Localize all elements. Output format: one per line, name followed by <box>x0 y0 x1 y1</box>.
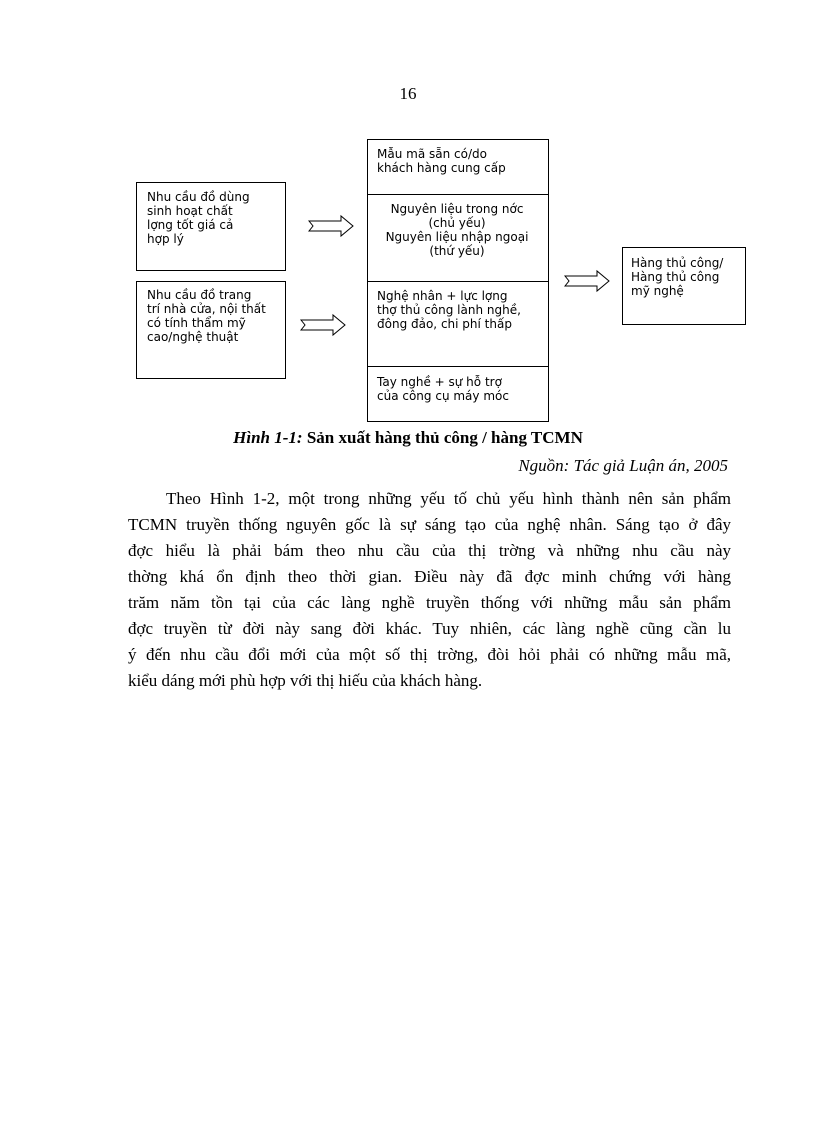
center-box-skills-text: Tay nghề + sự hỗ trợ của công cụ máy móc <box>377 375 509 403</box>
figure-caption <box>0 428 816 448</box>
right-box-handicraft-text: Hàng thủ công/ Hàng thủ công mỹ nghệ <box>631 256 724 298</box>
paragraph-line: thờng khá ổn định theo thời gian. Điều này đã đợc minh chứng với hàng <box>128 567 731 586</box>
center-box-materials-text: Nguyên liệu trong nớc (chủ yếu) Nguyên liệu nhập ngoại (thứ yếu) <box>385 202 529 258</box>
left-box-decor-needs <box>136 281 286 379</box>
center-box-skills <box>367 366 549 422</box>
arrow-top-right-icon <box>308 214 354 238</box>
paragraph-line: TCMN truyền thống nguyên gốc là sự sáng tạo của nghệ nhân. Sáng tạo ở đây <box>128 515 731 534</box>
arrow-output-right-icon <box>564 269 610 293</box>
center-box-samples <box>367 139 549 195</box>
body-paragraph <box>128 486 731 694</box>
figure-title: Sản xuất hàng thủ công / hàng TCMN <box>302 428 583 447</box>
paragraph-line: đợc truyền từ đời này sang đời khác. Tuy nhiên, các làng nghề cũng cần lu <box>128 619 731 638</box>
left-box-decor-needs-text: Nhu cầu đồ trang trí nhà cửa, nội thất có tính thẩm mỹ cao/nghệ thuật <box>147 288 266 344</box>
left-box-household-needs-text: Nhu cầu đồ dùng sinh hoạt chất lợng tốt giá cả hợp lý <box>147 190 250 246</box>
paragraph-line: Theo Hình 1-2, một trong những yếu tố chủ yếu hình thành nên sản phẩm <box>166 489 731 508</box>
center-box-artisans-text: Nghệ nhân + lực lợng thợ thủ công lành nghề, đông đảo, chi phí thấp <box>377 289 521 331</box>
arrow-bottom-right-icon <box>300 313 346 337</box>
figure-source: Nguồn: Tác giả Luận án, 2005 <box>518 456 728 475</box>
paragraph-line: kiểu dáng mới phù hợp với thị hiếu của khách hàng. <box>128 671 483 690</box>
center-box-materials <box>367 194 549 282</box>
right-box-handicraft <box>622 247 746 325</box>
page-number: 16 <box>399 84 417 103</box>
left-box-household-needs <box>136 182 286 271</box>
paragraph-line: đợc hiểu là phải bám theo nhu cầu của thị trờng và những nhu cầu này <box>128 541 731 560</box>
paragraph-line: ý đến nhu cầu đổi mới của một số thị trờng, đòi hỏi phải có những mẫu mã, <box>128 645 731 664</box>
center-box-artisans <box>367 281 549 367</box>
figure-label: Hình 1-1: <box>233 428 303 447</box>
paragraph-line: trăm năm tồn tại của các làng nghề truyền thống với những mẫu sản phẩm <box>128 593 731 612</box>
center-box-samples-text: Mẫu mã sẵn có/do khách hàng cung cấp <box>377 147 506 175</box>
